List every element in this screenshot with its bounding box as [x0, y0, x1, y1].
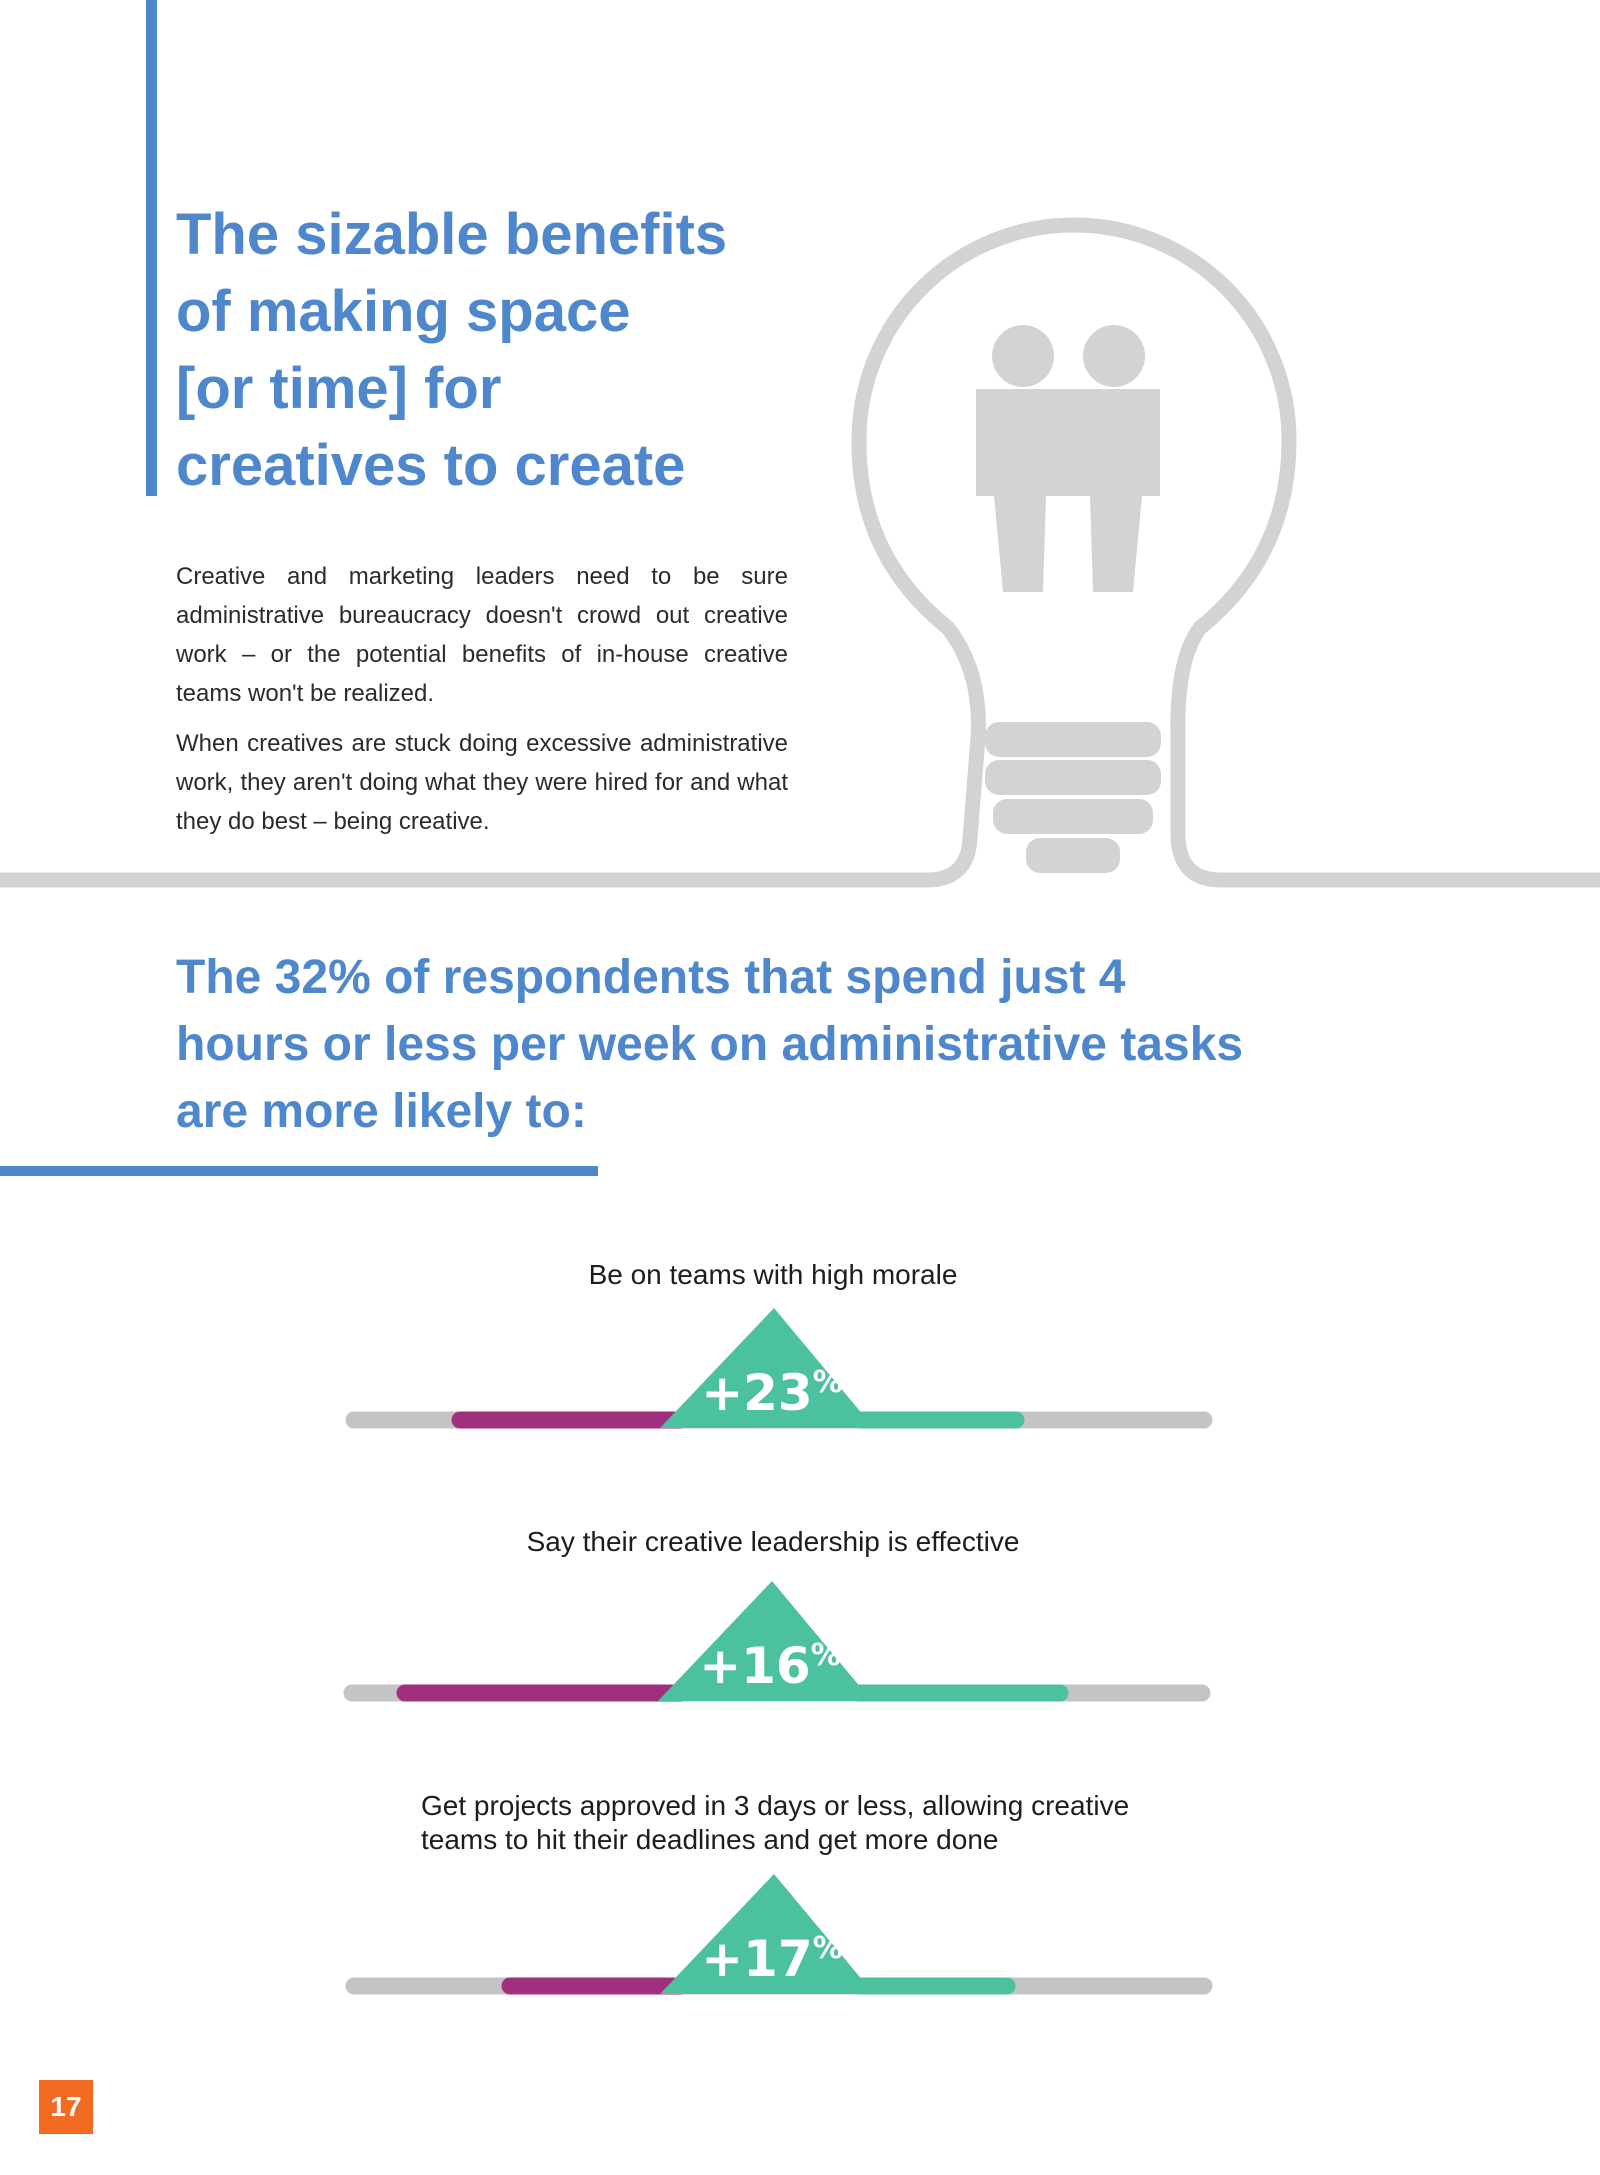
stat-indicator	[340, 1866, 1220, 1996]
section-heading-underline	[0, 1166, 598, 1176]
intro-paragraph: Creative and marketing leaders need to be sure administrative bureaucracy doesn't crowd out creative work – or the potential benefits of in-house creative teams won't be realized.	[176, 563, 788, 707]
page-title-line: [or time] for	[176, 356, 502, 421]
stat-value: +16	[699, 1637, 811, 1695]
bulb-base-ring	[985, 722, 1161, 757]
section-heading-line: hours or less per week on administrative tasks	[176, 1018, 1244, 1071]
section-heading	[176, 944, 1376, 1145]
page-title-line: of making space	[176, 279, 631, 344]
section-heading-line: are more likely to:	[176, 1085, 587, 1138]
page-number: 17	[39, 2080, 93, 2134]
bulb-base-ring	[985, 760, 1161, 795]
page-title-line: creatives to create	[176, 433, 686, 498]
stat-label-line: teams to hit their deadlines and get more done	[421, 1824, 999, 1855]
section-heading-line: The 32% of respondents that spend just 4	[176, 951, 1126, 1004]
stat-label: Say their creative leadership is effective	[526, 1526, 1020, 1557]
stat-unit: %	[810, 1638, 841, 1673]
stat-label-line: Get projects approved in 3 days or less, allowing creative	[421, 1790, 1130, 1821]
lightbulb-icon	[0, 200, 1600, 900]
stat-indicator	[340, 1573, 1220, 1703]
page-title-line: The sizable benefits	[176, 202, 728, 267]
bulb-base-ring	[993, 799, 1153, 834]
intro-paragraph: When creatives are stuck doing excessive administrative work, they aren't doing what they were hired for and what they do best – being creative.	[176, 730, 788, 835]
bulb-base-tip	[1026, 838, 1120, 873]
stat-unit: %	[812, 1931, 843, 1966]
stat-indicator	[340, 1300, 1220, 1430]
stat-label	[421, 1789, 1181, 1857]
stat-value: +23	[701, 1364, 813, 1422]
stat-label: Be on teams with high morale	[588, 1259, 958, 1290]
stat-unit: %	[812, 1365, 843, 1400]
stat-value: +17	[701, 1930, 813, 1988]
bulb-floor-line-left	[0, 225, 1600, 880]
people-icon	[976, 325, 1160, 592]
